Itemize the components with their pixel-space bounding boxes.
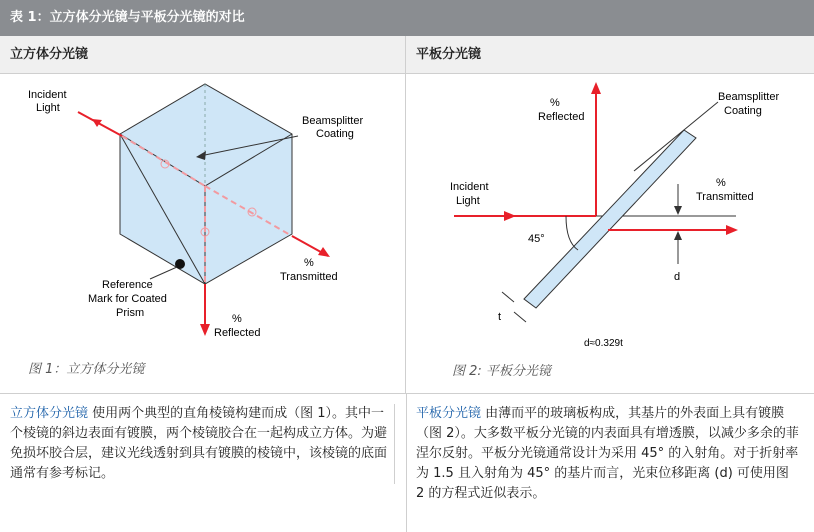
cube-beamsplitter-link[interactable]: 立方体分光镜 (10, 406, 89, 421)
transmitted-pct: % (304, 257, 314, 269)
t-marker-2 (514, 312, 526, 322)
reference-label-3: Prism (116, 307, 145, 319)
figure-cube-beamsplitter (0, 74, 406, 394)
plate-beamsplitter-link[interactable]: 平板分光镜 (416, 406, 482, 421)
d-arrow-top-head (674, 206, 682, 215)
t-label: t (498, 311, 502, 323)
angle-label: 45° (528, 233, 545, 245)
reference-label-1: Reference (102, 279, 153, 291)
reflected-label: Reflected (214, 327, 261, 339)
d-arrow-bottom-head (674, 231, 682, 240)
plate-transmitted-pct: % (716, 177, 726, 189)
plate-incident-arrow (504, 211, 516, 221)
plate-reflected-label: Reflected (538, 111, 585, 123)
plate-beamsplitter-label-1: Beamsplitter (718, 91, 780, 103)
plate-coating-pointer (634, 102, 718, 171)
plate-reflected-arrow (591, 82, 601, 94)
column-header-plate: 平板分光镜 (406, 36, 814, 74)
incident-arrow (92, 119, 102, 127)
plate-incident-label-2: Light (456, 195, 480, 207)
figure-2-caption: 图 2: 平板分光镜 (452, 364, 551, 379)
cube-description-text: 使用两个典型的直角棱镜构建而成（图 1）。其中一个棱镜的斜边表面有镀膜，两个棱镜胶合在一起构成立方体。为避免损坏胶合层，建议光线透射到具有镀膜的棱镜中，该棱镜的底面通常有参考标记。 (10, 406, 388, 481)
transmitted-label: Transmitted (280, 271, 338, 283)
column-header-cube: 立方体分光镜 (0, 36, 406, 74)
cube-description (10, 404, 395, 484)
figure-plate-beamsplitter (406, 74, 814, 394)
plate-transmitted-arrow (726, 225, 738, 235)
incident-label-1: Incident (28, 89, 67, 101)
plate-incident-label-1: Incident (450, 181, 489, 193)
plate-beamsplitter-label-2: Coating (724, 105, 762, 117)
reference-label-2: Mark for Coated (88, 293, 167, 305)
plate-description (416, 404, 800, 504)
formula-label: d≈0.329t (584, 338, 623, 349)
column-divider (406, 394, 407, 532)
plate-transmitted-label: Transmitted (696, 191, 754, 203)
plate-description-text: 由薄而平的玻璃板构成，其基片的外表面上具有镀膜（图 2）。大多数平板分光镜的内表面具有增透膜，以减少多余的菲涅尔反射。平板分光镜通常设计为采用 45° 的入射角。对于折射率为 1.5 且入射角为 45° 的基片而言，光束位移距离 (d) 可使用图 2 的方程式近似表示。 (416, 406, 799, 501)
plate-shape (524, 130, 696, 308)
reflected-arrow (200, 324, 210, 336)
table-title: 表 1：立方体分光镜与平板分光镜的对比 (0, 0, 814, 36)
cube-diagram (0, 74, 406, 394)
cube-shape (120, 84, 292, 284)
beamsplitter-label-2: Coating (316, 128, 354, 140)
figure-1-caption: 图 1：立方体分光镜 (28, 362, 145, 377)
incident-label-2: Light (36, 102, 60, 114)
beamsplitter-label-1: Beamsplitter (302, 115, 364, 127)
plate-diagram (406, 74, 814, 394)
reflected-pct: % (232, 313, 242, 325)
d-label: d (674, 271, 681, 283)
reference-pointer (150, 267, 177, 279)
incident-beam (78, 112, 122, 136)
t-marker-1 (502, 292, 514, 302)
plate-reflected-pct: % (550, 97, 560, 109)
